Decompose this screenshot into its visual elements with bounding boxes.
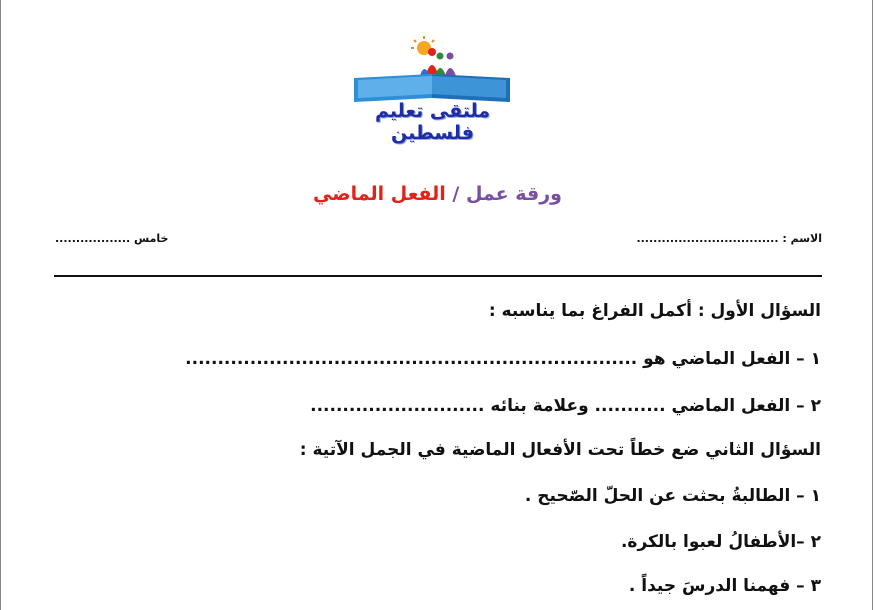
site-logo <box>340 34 525 144</box>
header-divider <box>54 275 822 277</box>
title-worksheet: ورقة عمل <box>465 183 562 205</box>
question-2-heading: السؤال الثاني ضع خطاً تحت الأفعال الماضية في الجمل الآتية : <box>299 440 821 460</box>
question-1-item-1: ١ – الفعل الماضي هو ...................................................................... <box>185 349 821 369</box>
question-2-item-2: ٢ –الأطفالُ لعبوا بالكرة. <box>620 532 821 552</box>
title-separator: / <box>445 183 466 205</box>
title-topic: الفعل الماضي <box>313 183 446 205</box>
student-name-field: الاسم : .................................. <box>636 232 822 245</box>
page-title <box>0 183 875 205</box>
logo-text: ملتقى تعليم فلسطين <box>374 100 491 144</box>
question-2-item-1: ١ – الطالبةُ بحثت عن الحلّ الصّحيح . <box>524 486 821 506</box>
question-2-item-3: ٣ – فهمنا الدرسَ جيداً . <box>628 576 821 596</box>
open-book-logo-icon <box>340 34 525 104</box>
question-1-item-2: ٢ – الفعل الماضي ........... وعلامة بنائه ........................... <box>310 396 821 416</box>
student-class-field: خامس .................. <box>55 232 169 245</box>
question-1-heading: السؤال الأول : أكمل الفراغ بما يناسبه : <box>488 301 821 321</box>
